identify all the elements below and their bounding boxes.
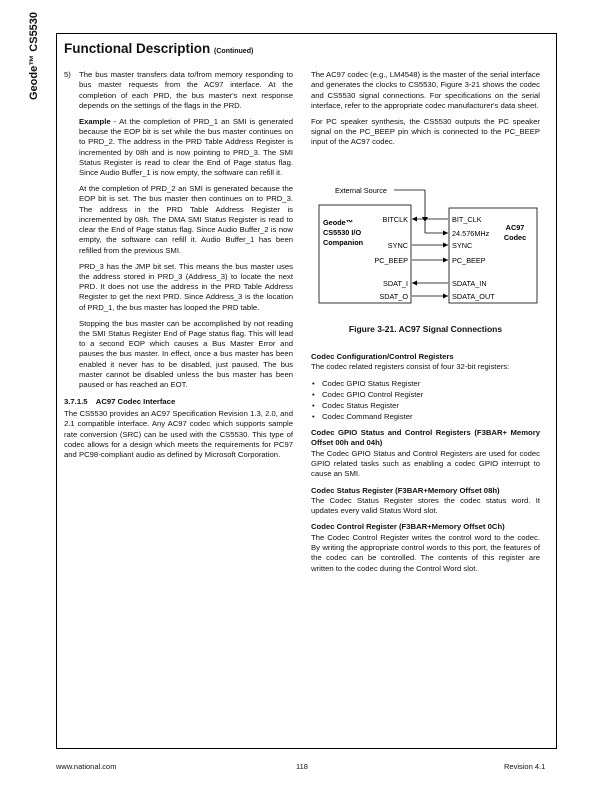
paragraph-prd3: PRD_3 has the JMP bit set. This means the bus master uses the address stored in PRD_3 (Address_3) to locate the next PRD. It does not use the address in the PRD Table Address Register to get the next PRD. Since Address_3 is the location of PRD_1, the bus master has looped the PRD table. xyxy=(79,261,293,312)
list-item-text: The bus master transfers data to/from memory responding to bus master requests from the AC97 interface. At the completion of each PRD, the bus master's next response depends on the settings of the flags in the PRD. xyxy=(79,70,293,110)
footer-page-number: 118 xyxy=(296,762,308,771)
pin-sdata-in: SDATA_IN xyxy=(452,279,487,288)
example-paragraph xyxy=(79,117,293,179)
example-label: Example xyxy=(79,116,111,126)
pin-bit-clk: BIT_CLK xyxy=(452,215,482,224)
ac97-box-title-2: Codec xyxy=(503,233,527,242)
heading-title: Functional Description xyxy=(64,41,211,56)
gpio-register-heading: Codec GPIO Status and Control Registers (F3BAR+ Memory Offset 00h and 04h) xyxy=(311,428,540,448)
subsection-heading: 3.7.1.5 AC97 Codec Interface xyxy=(64,396,176,406)
pin-sync-left: SYNC xyxy=(387,241,408,250)
example-text: - At the completion of PRD_1 an SMI is generated because the EOP bit is set while the bus master continues on to PRD_2. The address in the PRD Table Address Register is incremented by 08h and is now pointing to PRD_3. The SMI Status Register is read to clear the End of Page status flag. Since Audio Buffer_1 is now empty, the software can refill it. xyxy=(79,116,293,178)
gpio-register-text: The Codec GPIO Status and Control Registers are used for codec GPIO related tasks such as enabling a codec GPIO interrupt to cause an SMI. xyxy=(311,448,540,479)
pin-sync-right: SYNC xyxy=(452,241,473,250)
external-source-label: External Source xyxy=(335,186,387,195)
right-column-top xyxy=(311,70,540,153)
subsection-text: The CS5530 provides an AC97 Specification Revision 1.3, 2.0, and 2.1 compatible interface. Any AC97 codec which supports sample rate conversion (SRC) can be used with the CS5530. This type of codec allows for a design which meets the requirements for PC97 and PC98-compliant audio as defined by Microsoft Corporation. xyxy=(64,408,293,460)
status-register-heading: Codec Status Register (F3BAR+Memory Offset 08h) xyxy=(311,485,500,495)
top-rule xyxy=(56,33,556,34)
pin-sdat-o: SDAT_O xyxy=(379,292,408,301)
heading-continued: (Continued) xyxy=(214,48,254,55)
right-rule xyxy=(556,33,557,748)
left-rule xyxy=(56,33,57,748)
sync-arrow xyxy=(443,243,448,248)
codec-config-heading: Codec Configuration/Control Registers xyxy=(311,352,454,361)
control-register-heading: Codec Control Register (F3BAR+Memory Offset 0Ch) xyxy=(311,522,505,532)
sdat-i-arrow xyxy=(412,281,417,286)
geode-box-title-2: CS5530 I/O xyxy=(323,228,362,237)
list-item: • Codec Status Register xyxy=(311,400,540,411)
list-item: • Codec Command Register xyxy=(311,411,540,422)
ac97-signal-diagram xyxy=(311,180,543,310)
section-heading xyxy=(64,41,253,56)
geode-box-title-1: Geode™ xyxy=(323,218,354,227)
figure-caption: Figure 3-21. AC97 Signal Connections xyxy=(348,324,503,334)
codec-config-text: The codec related registers consist of four 32-bit registers: xyxy=(311,362,510,372)
ac97-box-title-1: AC97 xyxy=(505,223,525,232)
left-column xyxy=(64,70,293,466)
list-item: • Codec GPIO Control Register xyxy=(311,389,540,400)
sdat-o-arrow xyxy=(443,294,448,299)
pc-speaker-paragraph: For PC speaker synthesis, the CS5530 outputs the PC speaker signal on the PC_BEEP pin which is connected to the PC_BEEP input of the AC97 codec. xyxy=(311,116,540,147)
pin-sdata-out: SDATA_OUT xyxy=(452,292,495,301)
side-document-title: Geode™ CS5530 xyxy=(28,11,40,100)
bitclk-arrow xyxy=(412,217,417,222)
status-register-text: The Codec Status Register stores the codec status word. It updates every valid Status Word slot. xyxy=(311,495,540,516)
register-list xyxy=(311,378,540,422)
paragraph-stopping: Stopping the bus master can be accomplished by not reading the SMI Status Register End of Page status flag. This will lead to a second EOP which causes a Bus Master Error and pauses the bus master. In effect, once a bus master has been enabled it never has to be disabled, just paused. The bus master cannot be disabled unless the bus master has been paused or has reached an EOT. xyxy=(79,318,293,390)
pin-bitclk: BITCLK xyxy=(382,215,408,224)
codec-master-paragraph: The AC97 codec (e.g., LM4548) is the master of the serial interface and generates the clocks to CS5530, Figure 3-21 shows the codec and CS5530 signal connections. For specifications on the serial interface, refer to the appropriate codec manufacturer's data sheet. xyxy=(311,70,540,110)
pin-pc-beep-left: PC_BEEP xyxy=(374,256,408,265)
footer-url: www.national.com xyxy=(56,762,117,771)
paragraph-prd2: At the completion of PRD_2 an SMI is generated because the EOP bit is set. The bus master then continues on to PRD_3. The address in the PRD Table Address Register is incremented by 08h. The DMA SMI Status Register is read to clear the End of Page status flag. Since Audio Buffer_2 is now empty, the software can refill it. Audio Buffer_1 has been refilled from the previous SMI. xyxy=(79,183,293,255)
bottom-rule xyxy=(56,748,557,749)
pin-pc-beep-right: PC_BEEP xyxy=(452,256,486,265)
external-source-arrow xyxy=(422,217,428,222)
right-column-bottom xyxy=(311,352,540,579)
footer-revision: Revision 4.1 xyxy=(504,762,546,771)
list-item: • Codec GPIO Status Register xyxy=(311,378,540,389)
geode-box-title-3: Companion xyxy=(323,238,364,247)
pc-beep-arrow xyxy=(443,258,448,263)
pin-sdat-i: SDAT_I xyxy=(382,279,408,288)
clock-input-arrow xyxy=(443,231,448,236)
clock-frequency: 24.576MHz xyxy=(452,229,490,238)
list-item-number: 5) xyxy=(64,70,71,79)
control-register-text: The Codec Control Register writes the control word to the codec. By writing the appropriate control words to this port, the features of the codec can be controlled. The contents of this register are written to the codec during the Control Word slot. xyxy=(311,532,540,573)
list-item-5 xyxy=(64,70,293,111)
